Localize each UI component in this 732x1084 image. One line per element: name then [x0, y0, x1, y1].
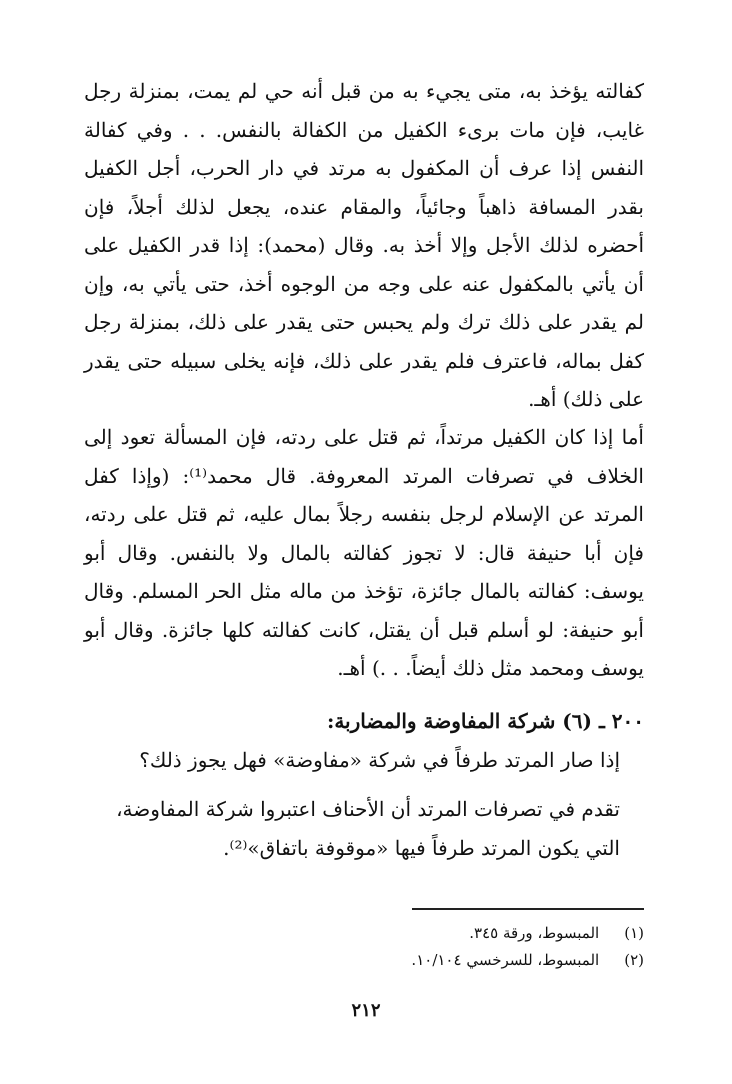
- footnote-1: [84, 920, 644, 947]
- body-paragraph-1: كفالته يؤخذ به، متى يجيء به من قبل أنه حي لم يمت، بمنزلة رجل غايب، فإن مات برىء الكفيل من الكفالة بالنفس. . . وفي كفالة النفس إذا عرف أن المكفول به مرتد في دار الحرب، أجل الكفيل بقدر المسافة ذاهباً وجائياً، والمقام عنده، يجعل لذلك أجلاً، فإن أحضره لذلك الأجل وإلا أخذ به. وقال (محمد): إذا قدر الكفيل على أن يأتي بالمكفول عنه على وجه من الوجوه أخذ، حتى يأتي به، وإن لم يقدر على ذلك ترك ولم يحبس حتى يقدر على ذلك، بمنزلة رجل كفل بماله، فاعترف فلم يقدر على ذلك، فإنه يخلى سبيله حتى يقدر على ذلك) أهـ.: [84, 79, 644, 411]
- answer-paragraph: تقدم في تصرفات المرتد أن الأحناف اعتبروا شركة المفاوضة، التي يكون المرتد طرفاً فيها «موقوفة باتفاق»⁽²⁾.: [116, 797, 620, 860]
- footnote-2: [84, 947, 644, 974]
- body-paragraph-2: أما إذا كان الكفيل مرتداً، ثم قتل على ردته، فإن المسألة تعود إلى الخلاف في تصرفات المرتد المعروفة. قال محمد⁽¹⁾: (وإذا كفل المرتد عن الإسلام لرجل بنفسه رجلاً بمال عليه، ثم قتل على ردته، فإن أبا حنيفة قال: لا تجوز كفالته بالمال ولا بالنفس. وقال أبو يوسف: كفالته بالمال جائزة، تؤخذ من ماله مثل الحر المسلم. وقال أبو حنيفة: لو أسلم قبل أن يقتل، كانت كفالته كلها جائزة. وقال أبو يوسف ومحمد مثل ذلك أيضاً. . .) أهـ.: [84, 425, 644, 680]
- question-paragraph: إذا صار المرتد طرفاً في شركة «مفاوضة» فهل يجوز ذلك؟: [139, 748, 620, 772]
- section-heading: ٢٠٠ ـ (٦) شركة المفاوضة والمضاربة:: [326, 709, 644, 733]
- footnote-number: (١): [624, 924, 644, 942]
- footnote-text: المبسوط، ورقة ٣٤٥.: [469, 924, 600, 942]
- page-number: ٢١٢: [351, 1000, 381, 1021]
- footnote-text: المبسوط، للسرخسي ١٠/١٠٤.: [411, 951, 600, 969]
- footnote-divider: [412, 908, 644, 910]
- footnote-number: (٢): [624, 951, 644, 969]
- footnotes: [84, 920, 644, 974]
